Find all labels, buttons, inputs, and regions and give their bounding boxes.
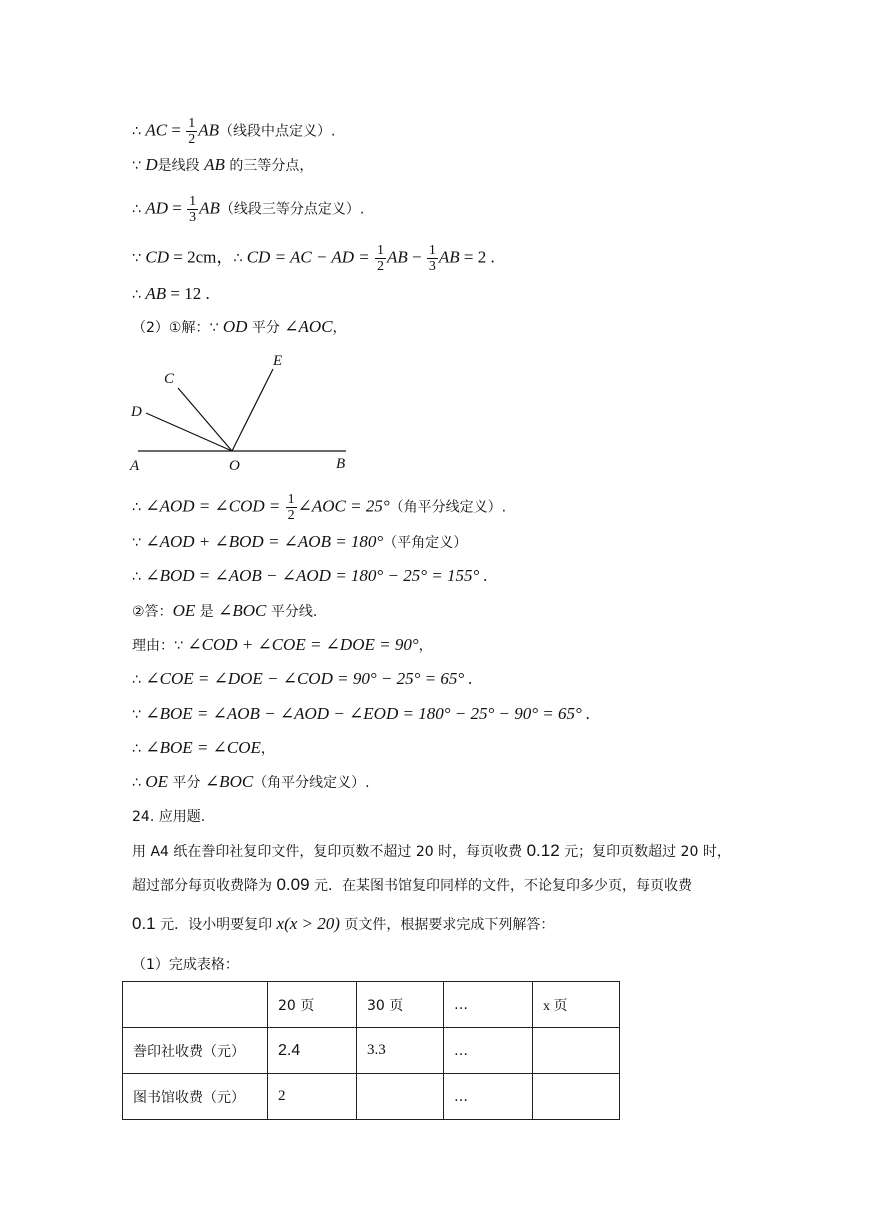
label-e: E <box>273 353 283 369</box>
line-boe-coe: ∴ ∠BOE = ∠COE， <box>132 738 275 757</box>
fraction: $\frac{1}{3}$ <box>428 243 436 274</box>
line-coe-result: ∴ ∠COE = ∠DOE − ∠COD = 90° − 25° = 65° . <box>132 669 473 688</box>
line-bod-result: ∴ ∠BOD = ∠AOB − ∠AOD = 180° − 25° = 155° . <box>132 566 488 585</box>
table-cell: 3.3 <box>357 1028 444 1074</box>
line-ab-result: ∴ AB = 12 . <box>132 284 210 303</box>
fee-table <box>122 981 620 1120</box>
line-d-trisection: ∵ D是线段 AB 的三等分点， <box>132 155 314 174</box>
table-cell: … <box>444 982 533 1028</box>
line-cd-equation: ∵ CD = 2cm，∴ CD = AC − AD = $\frac{1}{2}$ AB − $\frac{1}{3}$ AB = 2 . <box>132 243 495 274</box>
table-cell: … <box>444 1074 533 1120</box>
table-row <box>123 982 620 1028</box>
table-cell: x 页 <box>533 982 620 1028</box>
table-row <box>123 1028 620 1074</box>
angle-diagram <box>126 350 366 480</box>
table-cell: … <box>444 1028 533 1074</box>
table-cell: 2.4 <box>268 1028 357 1074</box>
table-cell <box>533 1074 620 1120</box>
table-cell <box>357 1074 444 1120</box>
table-cell: 20 页 <box>268 982 357 1028</box>
table-row <box>123 1074 620 1120</box>
ray-od <box>146 413 232 451</box>
line-ad-third-ab: ∴ AD = $\frac{1}{3}$ AB（线段三等分点定义）. <box>132 194 365 225</box>
question-24-text-2: 超过部分每页收费降为 0.09 元．在某图书馆复印同样的文件，不论复印多少页，每页收费 <box>132 875 692 894</box>
question-24-text-1: 用 A4 纸在誊印社复印文件，复印页数不超过 20 时，每页收费 0.12 元；复印页数超过 20 时， <box>132 841 731 860</box>
question-24-title: 24. 应用题. <box>132 809 206 825</box>
label-c: C <box>164 371 175 387</box>
fraction: $\frac{1}{2}$ <box>287 492 295 523</box>
line-boe-equation: ∵ ∠BOE = ∠AOB − ∠AOD − ∠EOD = 180° − 25° − 90° = 65° . <box>132 704 591 723</box>
label-a: A <box>130 458 140 474</box>
table-cell: 2 <box>268 1074 357 1120</box>
table-cell: 30 页 <box>357 982 444 1028</box>
line-part2-start: （2）①解：∵ OD 平分 ∠AOC， <box>132 317 347 336</box>
ray-oc <box>178 388 232 451</box>
fraction: $\frac{1}{2}$ <box>188 116 196 147</box>
line-straight-angle: ∵ ∠AOD + ∠BOD = ∠AOB = 180°（平角定义） <box>132 532 468 551</box>
label-b: B <box>336 456 346 472</box>
line-ac-half-ab: ∴ AC = $\frac{1}{2}$ AB（线段中点定义）. <box>132 116 336 147</box>
table-cell <box>123 982 268 1028</box>
question-24-text-3: 0.1 元．设小明要复印 x(x > 20) 页文件，根据要求完成下列解答： <box>132 914 555 933</box>
ray-oe <box>232 369 273 451</box>
line-oe-bisects: ∴ OE 平分 ∠BOC（角平分线定义）. <box>132 772 370 791</box>
fraction: $\frac{1}{2}$ <box>377 243 385 274</box>
fraction: $\frac{1}{3}$ <box>189 194 197 225</box>
question-24-part1: （1）完成表格： <box>132 957 239 973</box>
line-answer-oe: ②答：OE 是 ∠BOC 平分线. <box>132 601 318 620</box>
table-cell <box>533 1028 620 1074</box>
label-d: D <box>131 404 142 420</box>
line-reason: 理由：∵ ∠COD + ∠COE = ∠DOE = 90°， <box>132 635 433 654</box>
line-aod-cod: ∴ ∠AOD = ∠COD = $\frac{1}{2}$ ∠AOC = 25°（角平分线定义）. <box>132 492 507 523</box>
table-cell: 誊印社收费（元） <box>123 1028 268 1074</box>
table-cell: 图书馆收费（元） <box>123 1074 268 1120</box>
label-o: O <box>229 458 240 474</box>
